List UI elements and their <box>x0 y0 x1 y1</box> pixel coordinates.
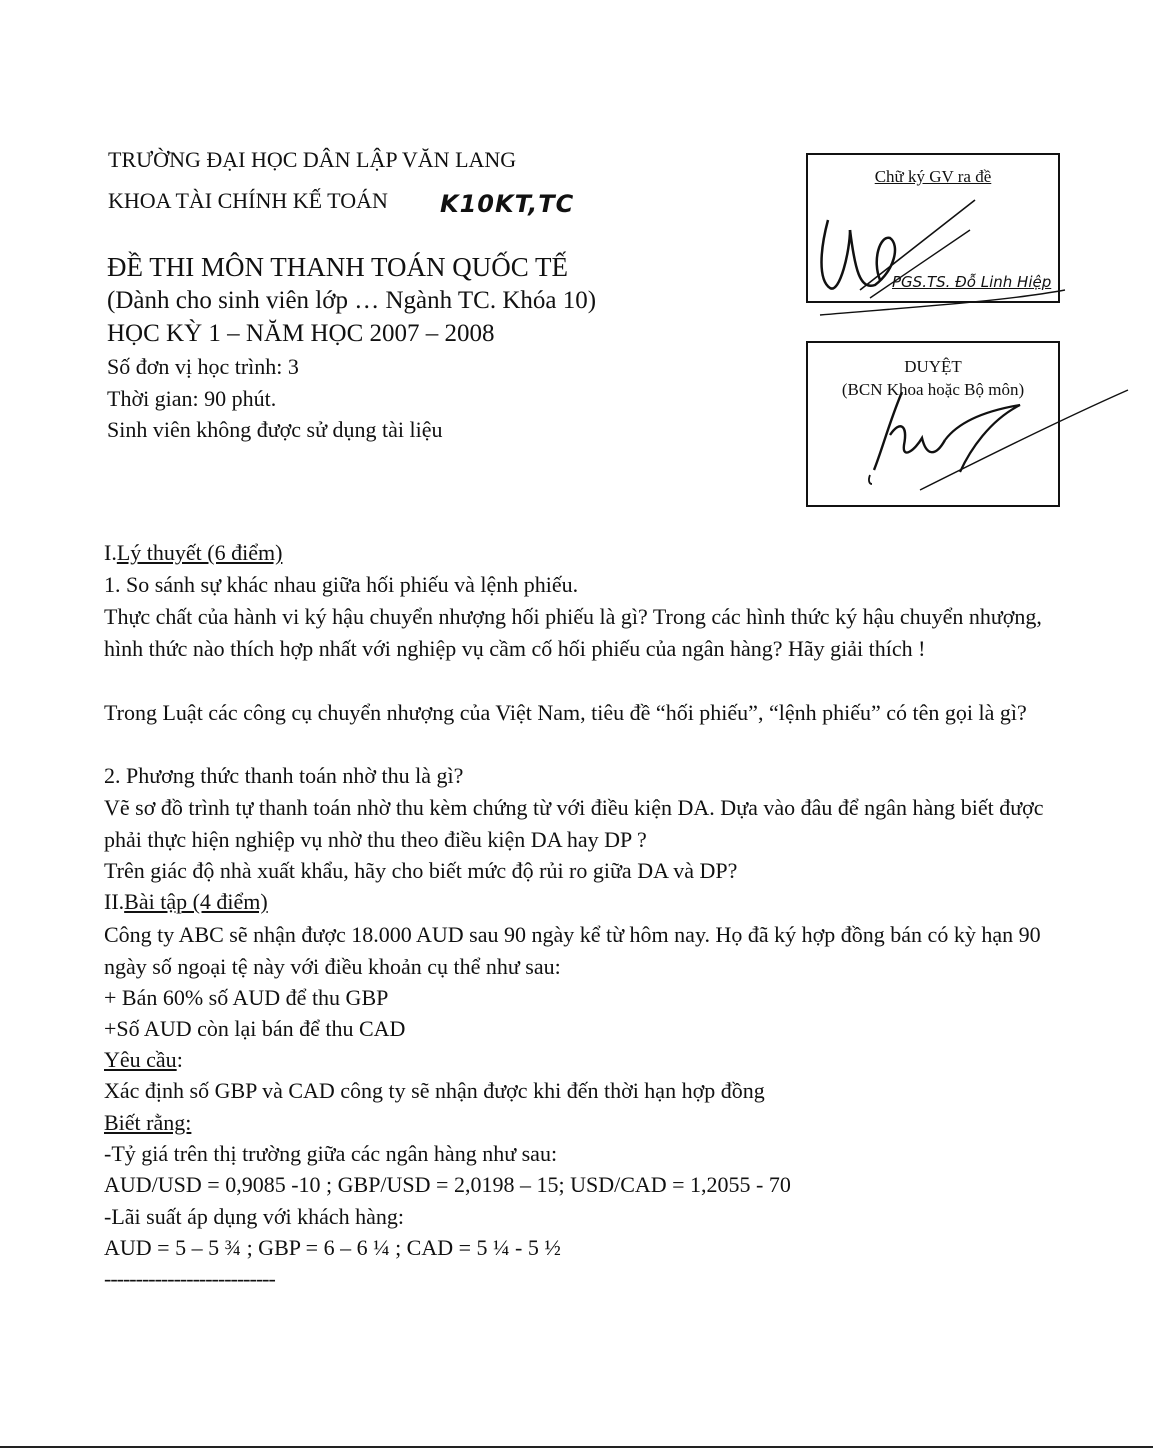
theory-heading-number: I. <box>104 540 117 565</box>
exercise-heading <box>104 889 268 915</box>
exercise-heading-number: II. <box>104 889 125 914</box>
requirement-heading-colon: : <box>176 1047 183 1072</box>
exercise-term-1: + Bán 60% số AUD để thu GBP <box>104 985 389 1010</box>
question-2-part-b: Trên giác độ nhà xuất khẩu, hãy cho biết mức độ rủi ro giữa DA và DP? <box>104 858 738 883</box>
faculty-name: KHOA TÀI CHÍNH KẾ TOÁN <box>108 188 388 213</box>
approval-sublabel: (BCN Khoa hoặc Bộ môn) <box>841 380 1025 399</box>
approval-label: DUYỆT <box>904 357 962 376</box>
rates-intro: -Tỷ giá trên thị trường giữa các ngân hàng như sau: <box>104 1141 558 1166</box>
end-rule: --------------------------- <box>104 1266 275 1291</box>
handwritten-class-code: K10KT,TC <box>440 190 575 218</box>
theory-heading <box>104 540 282 566</box>
page-bottom-edge <box>0 1446 1153 1448</box>
question-2: 2. Phương thức thanh toán nhờ thu là gì? <box>104 763 464 788</box>
exchange-rates: AUD/USD = 0,9085 -10 ; GBP/USD = 2,0198 – 15; USD/CAD = 1,2055 - 70 <box>104 1172 791 1197</box>
exam-note: Sinh viên không được sử dụng tài liệu <box>107 417 443 442</box>
exam-semester: HỌC KỲ 1 – NĂM HỌC 2007 – 2008 <box>107 320 495 347</box>
exam-duration: Thời gian: 90 phút. <box>107 386 277 411</box>
exam-audience: (Dành cho sinh viên lớp … Ngành TC. Khóa 10) <box>107 287 597 314</box>
interest-rates: AUD = 5 – 5 ¾ ; GBP = 6 – 6 ¼ ; CAD = 5 ¼ - 5 ½ <box>104 1235 561 1260</box>
question-1: 1. So sánh sự khác nhau giữa hối phiếu và lệnh phiếu. <box>104 572 579 597</box>
given-heading: Biết rằng: <box>104 1110 192 1135</box>
requirement-heading-text: Yêu cầu <box>104 1047 177 1072</box>
exam-credits: Số đơn vị học trình: 3 <box>107 354 299 379</box>
exercise-intro: Công ty ABC sẽ nhận được 18.000 AUD sau 90 ngày kể từ hôm nay. Họ đã ký hợp đồng bán có kỳ hạn 90 ngày số ngoại tệ này với điều khoản cụ thể như sau: <box>104 922 1041 979</box>
requirement-heading <box>104 1047 183 1073</box>
theory-heading-text: Lý thuyết (6 điểm) <box>116 540 283 565</box>
interest-intro: -Lãi suất áp dụng với khách hàng: <box>104 1204 404 1229</box>
university-name: TRƯỜNG ĐẠI HỌC DÂN LẬP VĂN LANG <box>108 147 517 172</box>
exercise-term-2: +Số AUD còn lại bán để thu CAD <box>104 1016 406 1041</box>
lecturer-signature-icon <box>800 190 1080 320</box>
requirement-text: Xác định số GBP và CAD công ty sẽ nhận được khi đến thời hạn hợp đồng <box>104 1078 765 1103</box>
exam-title: ĐỀ THI MÔN THANH TOÁN QUỐC TẾ <box>107 252 569 282</box>
question-2-part-a: Vẽ sơ đồ trình tự thanh toán nhờ thu kèm chứng từ với điều kiện DA. Dựa vào đâu để ngân hàng biết được phải thực hiện nghiệp vụ nhờ thu theo điều kiện DA hay DP ? <box>104 795 1044 852</box>
question-1-part-a: Thực chất của hành vi ký hậu chuyển nhượng hối phiếu là gì? Trong các hình thức ký hậu chuyển nhượng, hình thức nào thích hợp nhất với nghiệp vụ cầm cố hối phiếu của ngân hàng? Hãy giải thích ! <box>104 604 1042 661</box>
exercise-heading-text: Bài tập (4 điểm) <box>124 889 268 914</box>
lecturer-handwritten-name: PGS.TS. Đỗ Linh Hiệp <box>892 273 1052 291</box>
lecturer-signature-label: Chữ ký GV ra đề <box>874 167 992 186</box>
question-1-part-b: Trong Luật các công cụ chuyển nhượng của Việt Nam, tiêu đề “hối phiếu”, “lệnh phiếu” có tên gọi là gì? <box>104 700 1027 725</box>
approval-signature-icon <box>860 380 1140 500</box>
